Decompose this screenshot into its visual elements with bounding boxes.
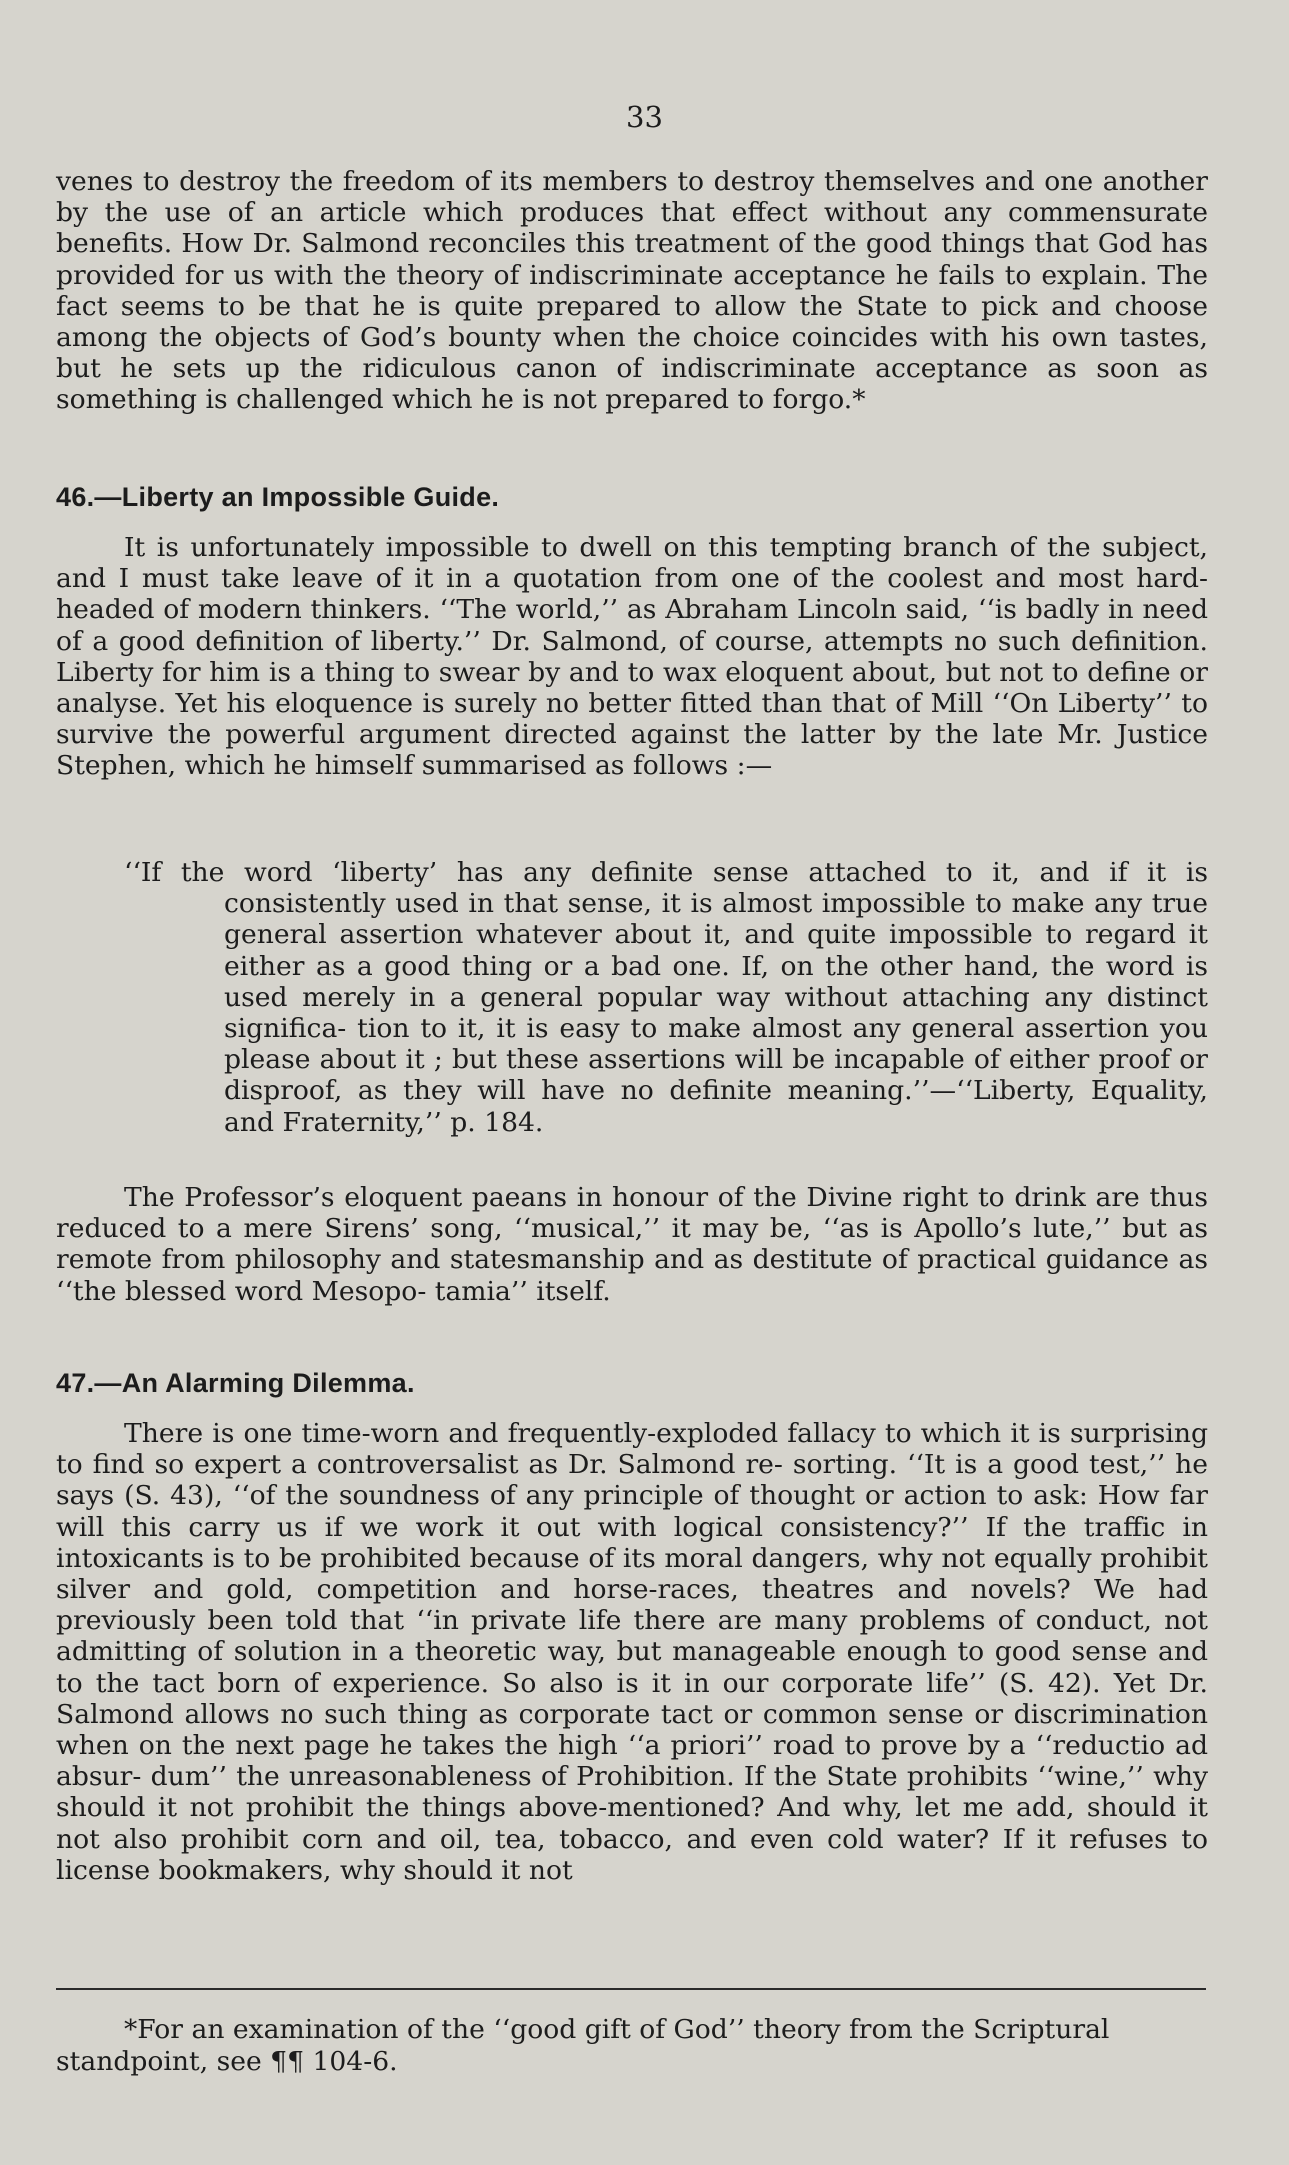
paragraph-dilemma [56, 1418, 1208, 1886]
section-heading-46: 46.—Liberty an Impossible Guide. [56, 482, 500, 512]
paragraph-professor [56, 1182, 1208, 1307]
paragraph-liberty [56, 532, 1208, 782]
paragraph-continued [56, 166, 1208, 416]
page-number: 33 [626, 100, 663, 134]
body-text: The Professor’s eloquent paeans in honour of the Divine right to drink are thus reduced to a mere Sirens’ song, ‘‘musical,’’ it may be, ‘‘as is Apollo’s lute,’’ but as remote from philosophy and statesmanship and as destitute of practical guidance as ‘‘the blessed word Mesopo- tamia’’ itself. [56, 1182, 1208, 1307]
block-quote [124, 857, 1208, 1138]
footnote-divider [56, 1988, 1206, 1990]
footnote: *For an examination of the ‘‘good gift of God’’ theory from the Scriptural standpoint, see ¶¶ 104-6. [56, 2014, 1110, 2077]
quote-text: ‘‘If the word ‘liberty’ has any definite sense attached to it, and if it is consistently used in that sense, it is almost impossible to make any true general assertion whatever about it, and quite impossible to regard it either as a good thing or a bad one. If, on the other hand, the word is used merely in a general popular way without attaching any distinct significa- tion to it, it is easy to make almost any general assertion you please about it ; but these assertions will be incapable of either proof or disproof, as they will have no definite meaning.’’—‘‘Liberty, Equality, and Fraternity,’’ p. 184. [124, 857, 1208, 1138]
section-heading-47: 47.—An Alarming Dilemma. [56, 1368, 415, 1398]
body-text: venes to destroy the freedom of its members to destroy themselves and one another by the use of an article which produces that effect without any commensurate benefits. How Dr. Salmond reconciles this treatment of the good things that God has provided for us with the theory of indiscriminate acceptance he fails to explain. The fact seems to be that he is quite prepared to allow the State to pick and choose among the objects of God’s bounty when the choice coincides with his own tastes, but he sets up the ridiculous canon of indiscriminate acceptance as soon as something is challenged which he is not prepared to forgo.* [56, 166, 1208, 416]
body-text: There is one time-worn and frequently-exploded fallacy to which it is surprising to find so expert a controversalist as Dr. Salmond re- sorting. ‘‘It is a good test,’’ he says (S. 43), ‘‘of the soundness of any principle of thought or action to ask: How far will this carry us if we work it out with logical consistency?’’ If the traffic in intoxicants is to be prohibited because of its moral dangers, why not equally prohibit silver and gold, competition and horse-races, theatres and novels? We had previously been told that ‘‘in private life there are many problems of conduct, not admitting of solution in a theoretic way, but manageable enough to good sense and to the tact born of experience. So also is it in our corporate life’’ (S. 42). Yet Dr. Salmond allows no such thing as corporate tact or common sense or discrimination when on the next page he takes the high ‘‘a priori’’ road to prove by a ‘‘reductio ad absur- dum’’ the unreasonableness of Prohibition. If the State prohibits ‘‘wine,’’ why should it not prohibit the things above-mentioned? And why, let me add, should it not also prohibit corn and oil, tea, tobacco, and even cold water? If it refuses to license bookmakers, why should it not [56, 1418, 1208, 1886]
body-text: It is unfortunately impossible to dwell on this tempting branch of the subject, and I must take leave of it in a quotation from one of the coolest and most hard-headed of modern thinkers. ‘‘The world,’’ as Abraham Lincoln said, ‘‘is badly in need of a good definition of liberty.’’ Dr. Salmond, of course, attempts no such definition. Liberty for him is a thing to swear by and to wax eloquent about, but not to define or analyse. Yet his eloquence is surely no better fitted than that of Mill ‘‘On Liberty’’ to survive the powerful argument directed against the latter by the late Mr. Justice Stephen, which he himself summarised as follows :— [56, 532, 1208, 782]
